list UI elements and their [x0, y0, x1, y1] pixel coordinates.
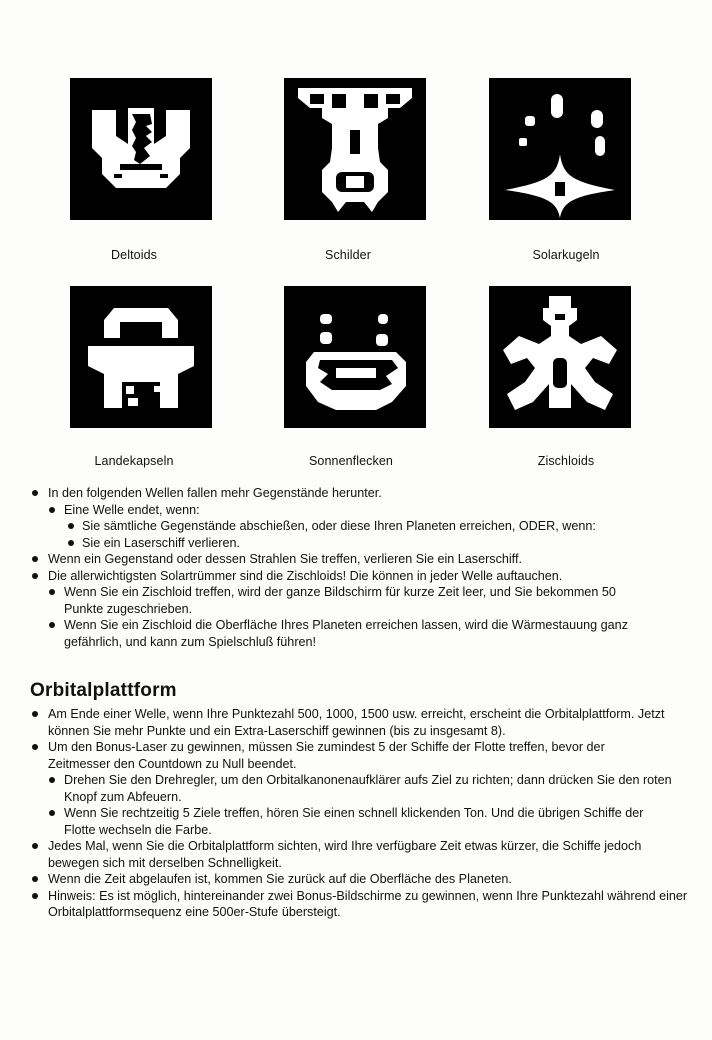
deltoid-tile: [70, 78, 212, 220]
list-item: [30, 551, 690, 568]
list-item-text: Sie sämtliche Gegenstände abschießen, oder diese Ihren Planeten erreichen, ODER, wenn:: [82, 519, 596, 533]
list-item-text: In den folgenden Wellen fallen mehr Gegenstände herunter.: [48, 486, 382, 500]
list-item-text: Wenn Sie ein Zischloid treffen, wird der ganze Bildschirm für kurze Zeit leer, und Sie bekommen 50 Punkte zugeschrieben.: [64, 585, 616, 616]
solarkugel-icon: [489, 78, 631, 220]
list-item-text: Die allerwichtigsten Solartrümmer sind die Zischloids! Die können in jeder Welle auftauchen.: [48, 568, 563, 583]
section-heading: Orbitalplattform: [30, 680, 177, 701]
landekapsel-tile: [70, 286, 212, 428]
list-item: [30, 617, 634, 650]
list-item: [30, 888, 688, 921]
list-item: [30, 805, 674, 838]
list-item-text: Um den Bonus-Laser zu gewinnen, müssen Sie zumindest 5 der Schiffe der Flotte treffen, bevor der Zeitmesser den Countdown zu Null beendet.: [48, 740, 605, 771]
list-item-text: Jedes Mal, wenn Sie die Orbitalplattform sichten, wird Ihre verfügbare Zeit etwas kürzer, die Schiffe jedoch bewegen sich mit derselben Schnelligkeit.: [48, 839, 642, 870]
zischloid-tile: [489, 286, 631, 428]
zischloid-icon: [489, 286, 631, 428]
sprite-label: Deltoids: [111, 248, 157, 262]
schilder-icon: [284, 78, 426, 220]
list-item: [30, 838, 688, 871]
list-item: [30, 871, 690, 888]
list-item-text: Am Ende einer Welle, wenn Ihre Punktezahl 500, 1000, 1500 usw. erreicht, erscheint die Orbitalplattform. Jetzt können Sie mehr Punkte und ein Extra-Laserschiff gewinnen (bis zu insgesamt 8).: [48, 707, 665, 738]
list-item: [30, 535, 690, 552]
sprite-label: Solarkugeln: [532, 248, 600, 262]
list-item-text: Drehen Sie den Drehregler, um den Orbitalkanonenaufklärer aufs Ziel zu richten; dann drücken Sie den roten Knopf zum Abfeuern.: [64, 773, 672, 804]
list-item-text: Wenn ein Gegenstand oder dessen Strahlen Sie treffen, verlieren Sie ein Laserschiff.: [48, 552, 522, 566]
landekapsel-icon: [70, 286, 212, 428]
list-item-text: Wenn die Zeit abgelaufen ist, kommen Sie zurück auf die Oberfläche des Planeten.: [48, 872, 512, 886]
schilder-tile: [284, 78, 426, 220]
section2-list: [30, 706, 690, 921]
list-item: [30, 568, 690, 585]
list-item: [30, 485, 690, 502]
solarkugel-tile: [489, 78, 631, 220]
sprite-label: Landekapseln: [94, 454, 174, 468]
list-item-text: Sie ein Laserschiff verlieren.: [82, 535, 240, 550]
list-item-text: Wenn Sie ein Zischloid die Oberfläche Ihres Planeten erreichen lassen, wird die Wärmestauung ganz gefährlich, und kann zum Spielschluß führen!: [64, 618, 628, 649]
sonnenfleck-icon: [284, 286, 426, 428]
sprite-label: Sonnenflecken: [308, 454, 393, 468]
sonnenfleck-tile: [284, 286, 426, 428]
deltoid-icon: [70, 78, 212, 220]
list-item-text: Wenn Sie rechtzeitig 5 Ziele treffen, hören Sie einen schnell klickenden Ton. Und die übrigen Schiffe der Flotte wechseln die Farbe.: [64, 806, 644, 837]
list-item-text: Hinweis: Es ist möglich, hintereinander zwei Bonus-Bildschirme zu gewinnen, wenn Ihre Punktezahl während einer Orbitalplattformsequenz eine 500er-Stufe übersteigt.: [48, 888, 688, 919]
list-item-text: Eine Welle endet, wenn:: [64, 502, 200, 517]
list-item: [30, 739, 668, 772]
list-item: [30, 772, 674, 805]
sprite-label: Schilder: [325, 248, 371, 262]
list-item: [30, 584, 654, 617]
list-item: [30, 706, 668, 739]
sprite-label: Zischloids: [537, 454, 595, 468]
list-item: [30, 502, 690, 519]
list-item: [30, 518, 642, 535]
section1-list: [30, 485, 690, 650]
